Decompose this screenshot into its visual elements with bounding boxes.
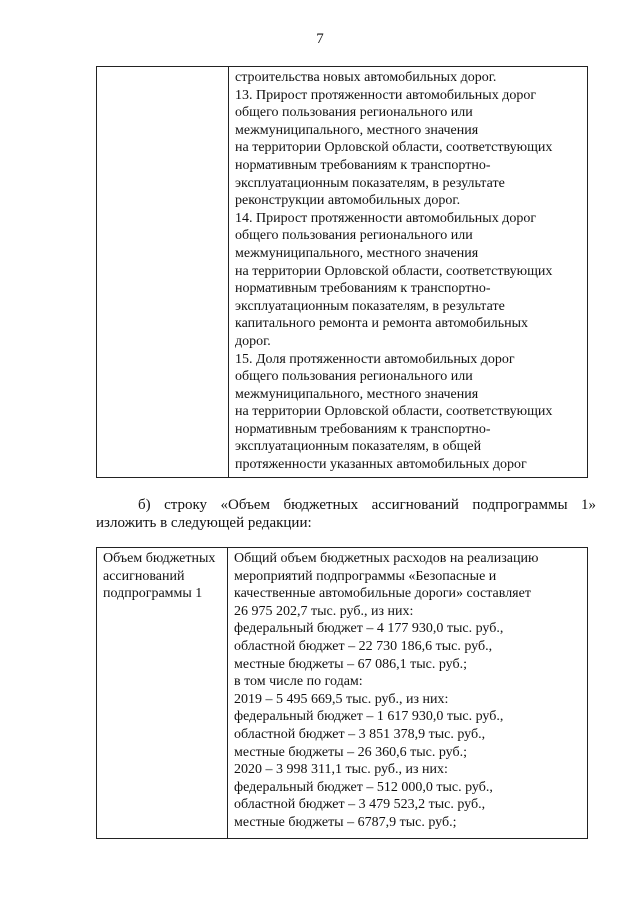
text-line: общего пользования регионального или [235, 105, 473, 121]
table-cell-budget-details [228, 548, 588, 839]
text-line: межмуниципального, местного значения [235, 122, 479, 138]
table-row [97, 548, 588, 839]
page-number: 7 [316, 31, 324, 47]
text-line: мероприятий подпрограммы «Безопасные и [234, 568, 497, 584]
amendment-paragraph-line1: б) строку «Объем бюджетных ассигнований подпрограммы 1» [138, 497, 596, 513]
table-cell-label [97, 548, 228, 839]
text-line: эксплуатационным показателям, в результате [235, 298, 505, 314]
text-line: эксплуатационным показателям, в результате [235, 175, 505, 191]
text-line: на территории Орловской области, соответствующих [235, 140, 553, 156]
text-line: межмуниципального, местного значения [235, 245, 479, 261]
text-line: областной бюджет – 22 730 186,6 тыс. руб., [234, 638, 493, 654]
text-line: Общий объем бюджетных расходов на реализацию [234, 551, 539, 566]
label-text [97, 548, 227, 603]
text-line: в том числе по годам: [234, 674, 363, 690]
text-line: 14. Прирост протяженности автомобильных дорог [235, 210, 537, 226]
text-line: на территории Орловской области, соответствующих [235, 263, 553, 279]
table-cell-indicators [229, 67, 588, 478]
text-line: областной бюджет – 3 479 523,2 тыс. руб., [234, 797, 486, 813]
table-cell-left-empty [97, 67, 229, 478]
text-line: местные бюджеты – 67 086,1 тыс. руб.; [234, 656, 467, 672]
text-line: 2020 – 3 998 311,1 тыс. руб., из них: [234, 762, 448, 778]
indicators-text [229, 67, 587, 474]
text-line: межмуниципального, местного значения [235, 386, 479, 402]
text-line: строительства новых автомобильных дорог. [235, 70, 497, 85]
text-line: 2019 – 5 495 669,5 тыс. руб., из них: [234, 691, 449, 707]
text-line: нормативным требованиям к транспортно- [235, 421, 491, 437]
text-line: федеральный бюджет – 1 617 930,0 тыс. руб., [234, 709, 504, 725]
text-line: 26 975 202,7 тыс. руб., из них: [234, 603, 414, 619]
text-line: федеральный бюджет – 4 177 930,0 тыс. руб., [234, 621, 504, 637]
budget-allocation-table [96, 547, 588, 839]
text-line: дорог. [235, 333, 271, 349]
text-line: общего пользования регионального или [235, 369, 473, 385]
text-line: 15. Доля протяженности автомобильных дорог [235, 351, 515, 367]
table-row [97, 67, 588, 478]
text-line: общего пользования регионального или [235, 228, 473, 244]
text-line: Объем бюджетных [103, 551, 216, 566]
text-line: федеральный бюджет – 512 000,0 тыс. руб., [234, 779, 493, 795]
text-line: подпрограммы 1 [103, 586, 203, 602]
text-line: эксплуатационным показателям, в общей [235, 439, 482, 455]
text-line: нормативным требованиям к транспортно- [235, 157, 491, 173]
text-line: реконструкции автомобильных дорог. [235, 193, 461, 209]
text-line: качественные автомобильные дороги» составляет [234, 586, 531, 602]
text-line: капитального ремонта и ремонта автомобильных [235, 316, 529, 332]
text-line: 13. Прирост протяженности автомобильных дорог [235, 87, 537, 103]
text-line: местные бюджеты – 6787,9 тыс. руб.; [234, 814, 457, 830]
text-line: нормативным требованиям к транспортно- [235, 281, 491, 297]
budget-text [228, 548, 587, 832]
text-line: на территории Орловской области, соответствующих [235, 404, 553, 420]
text-line: местные бюджеты – 26 360,6 тыс. руб.; [234, 744, 467, 760]
text-line: областной бюджет – 3 851 378,9 тыс. руб., [234, 726, 486, 742]
text-line: ассигнований [103, 568, 185, 584]
amendment-paragraph-line2: изложить в следующей редакции: [96, 515, 312, 531]
continuation-table [96, 66, 588, 478]
text-line: протяженности указанных автомобильных дорог [235, 457, 527, 473]
